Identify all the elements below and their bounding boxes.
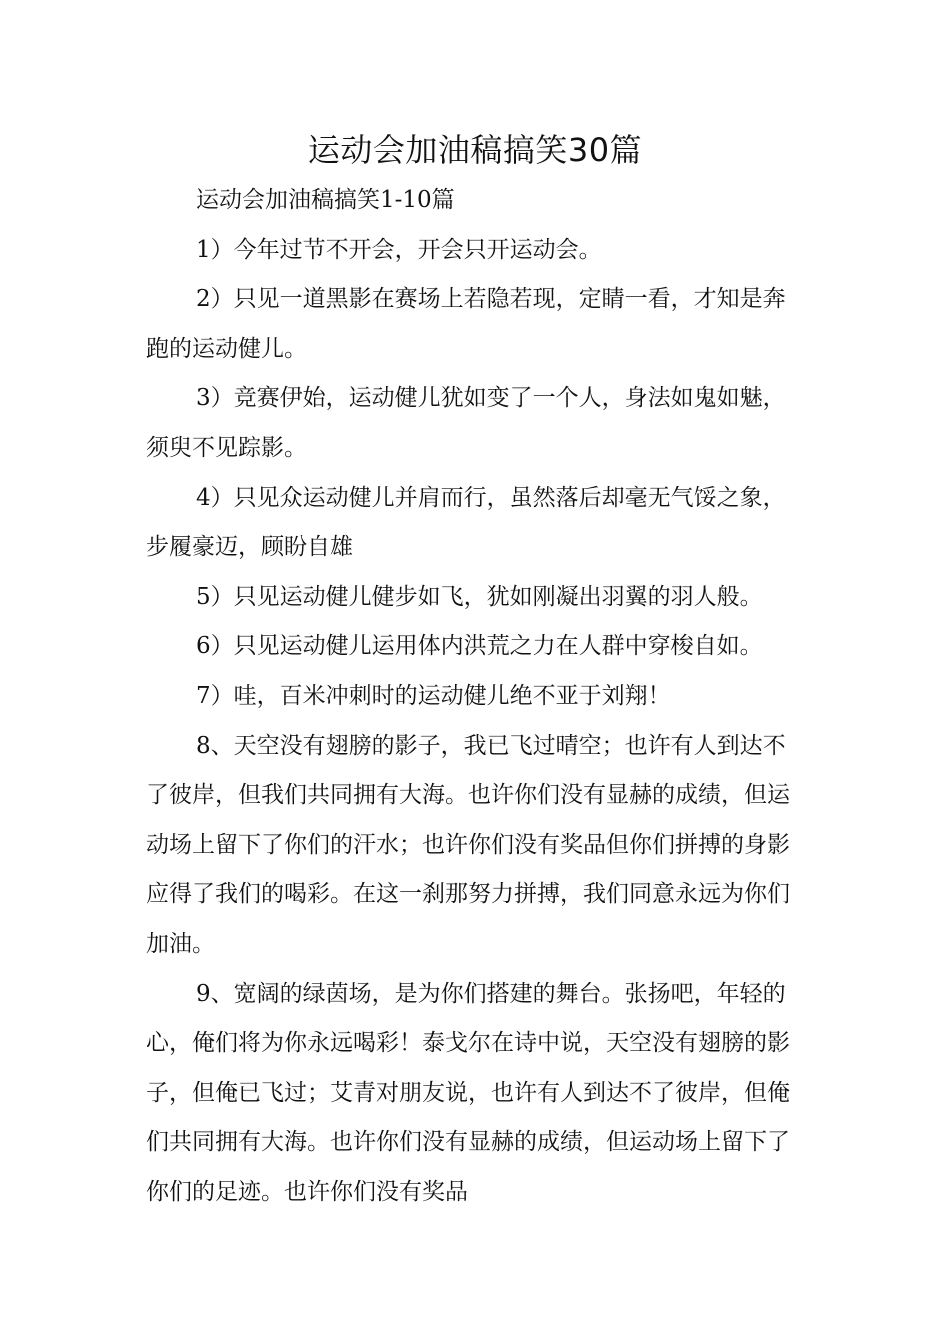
paragraph: 9、宽阔的绿茵场，是为你们搭建的舞台。张扬吧，年轻的心，俺们将为你永远喝彩！泰戈尔在诗中说，天空没有翅膀的影子，但俺已飞过；艾青对朋友说，也许有人到达不了彼岸，但俺们共同拥有大海。也许你们没有显赫的成绩，但运动场上留下了你们的足迹。也许你们没有奖品 (146, 980, 790, 1205)
paragraph: 6）只见运动健儿运用体内洪荒之力在人群中穿梭自如。 (196, 633, 763, 660)
section-heading: 运动会加油稿搞笑1-10篇 (196, 187, 455, 213)
document-body (146, 176, 806, 1217)
paragraph: 2）只见一道黑影在赛场上若隐若现，定睛一看，才知是奔跑的运动健儿。 (146, 286, 786, 362)
paragraph: 3）竞赛伊始，运动健儿犹如变了一个人，身法如鬼如魅，须臾不见踪影。 (146, 385, 786, 461)
document-title: 运动会加油稿搞笑30篇 (307, 131, 643, 169)
paragraph: 7）哇，百米冲刺时的运动健儿绝不亚于刘翔！ (196, 682, 671, 709)
paragraph: 8、天空没有翅膀的影子，我已飞过晴空；也许有人到达不了彼岸，但我们共同拥有大海。也许你们没有显赫的成绩，但运动场上留下了你们的汗水；也许你们没有奖品但你们拼搏的身影应得了我们的喝彩。在这一刹那努力拼搏，我们同意永远为你们加油。 (146, 732, 790, 957)
paragraph: 4）只见众运动健儿并肩而行，虽然落后却毫无气馁之象，步履豪迈，顾盼自雄 (146, 484, 786, 561)
paragraph: 5）只见运动健儿健步如飞，犹如刚凝出羽翼的羽人般。 (196, 583, 763, 610)
paragraph: 1）今年过节不开会，开会只开运动会。 (196, 236, 602, 263)
